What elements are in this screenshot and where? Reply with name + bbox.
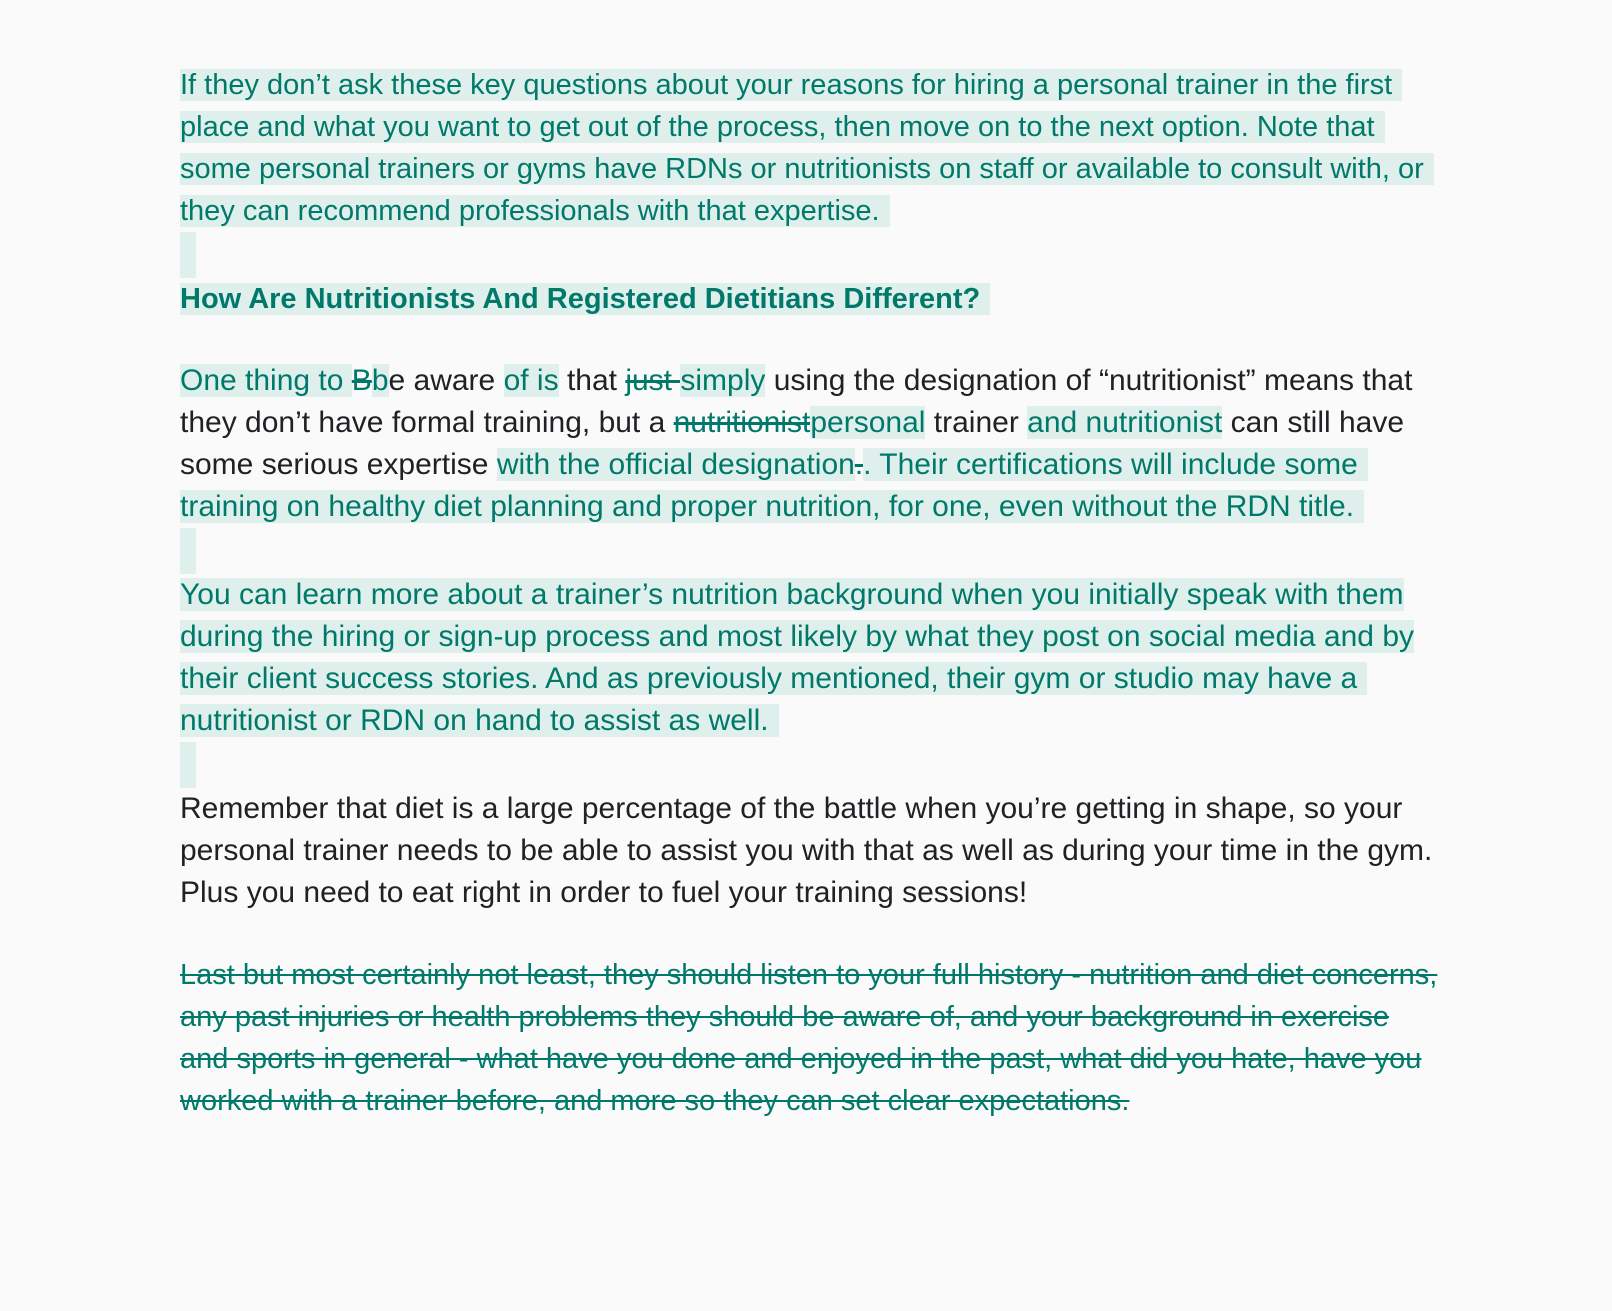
inserted-text[interactable]: One thing to [180,364,352,397]
body-text: trainer [925,406,1028,439]
inserted-text[interactable]: b [371,364,389,397]
body-text: using the designation of “nutritionist” means that they don’t have formal training, but a [180,364,1413,439]
inserted-text[interactable]: with the official designation [496,448,855,481]
deleted-text[interactable]: . [854,448,864,481]
inserted-paragraph-break [180,232,196,278]
body-text: Remember that diet is a large percentage of the battle when you’re getting in shape, so your personal trainer needs to be able to assist you with that as well as during your time in the gym. Plus you need to eat right in order to fuel your training sessions! [180,792,1433,909]
paragraph-suggested-insert[interactable] [180,64,1440,232]
inserted-text[interactable]: simply [680,364,766,397]
body-text: can still have some serious expertise [180,406,1405,481]
inserted-text[interactable]: and nutritionist [1027,406,1223,439]
inserted-text[interactable]: of is [503,364,559,397]
inserted-text[interactable]: You can learn more about a trainer’s nutrition background when you initially speak with them during the hiring or sign-up process and most likely by what they post on social media and by their client success stories. [180,578,1414,695]
paragraph-body[interactable] [180,788,1440,914]
paragraph-spacing [180,914,1440,954]
section-heading[interactable] [180,278,1440,320]
deleted-text[interactable]: just [625,364,681,397]
body-text: e aware [388,364,504,397]
inserted-text[interactable]: . Their certifications will include some training on healthy diet planning and proper nutrition, for one, even without the RDN title. [180,448,1368,523]
paragraph-suggested-delete[interactable] [180,954,1440,1122]
inserted-heading-text[interactable]: How Are Nutritionists And Registered Dietitians Different? [180,283,990,315]
deleted-text[interactable]: B [351,364,372,397]
document-body[interactable] [180,64,1440,1122]
paragraph-mixed-suggestions[interactable] [180,360,1440,528]
inserted-paragraph-break [180,528,196,574]
inserted-text[interactable]: personal [810,406,926,439]
inserted-text[interactable]: If they don’t ask these key questions about your reasons for hiring a personal trainer in the first place and what you want to get out of the process, then move on to the next option. Note that some personal trainers or gyms have RDNs or nutritionists on staff or available to consult with, or they can recommend professionals with that expertise. [180,69,1434,227]
paragraph-spacing [180,320,1440,360]
deleted-text[interactable]: Last but most certainly not least, they should listen to your full history - nutrition and diet concerns, any past injuries or health problems they should be aware of, and your background in exercise and sports in general - what have you done and enjoyed in the past, what did you hate, have you worked with a trainer before, and more so they can set clear expectations. [180,959,1438,1117]
body-text: that [558,364,626,397]
inserted-paragraph-break [180,742,196,788]
deleted-text[interactable]: nutritionist [673,406,811,439]
inserted-text[interactable]: And as previously mentioned, their gym or studio may have a nutritionist or RDN on hand to assist as well. [180,662,1367,737]
paragraph-suggested-insert[interactable] [180,574,1440,742]
